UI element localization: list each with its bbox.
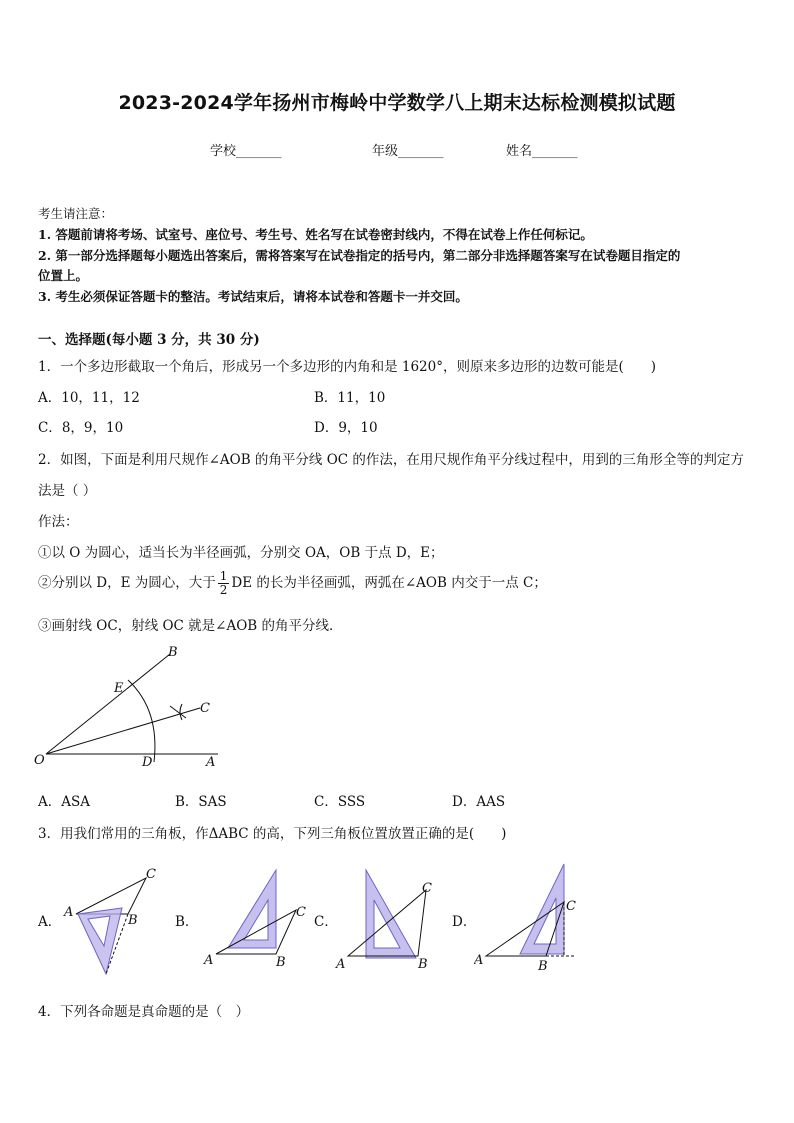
- q3-figure-a: [60, 864, 170, 979]
- label-e: E: [114, 681, 124, 696]
- fig-c-label-a: A: [336, 957, 346, 972]
- fig-c-label-c: C: [422, 881, 432, 896]
- fig-d-label-b: B: [538, 959, 548, 974]
- page-title: 2023-2024学年扬州市梅岭中学数学八上期末达标检测模拟试题: [118, 92, 676, 114]
- q1-option-a: A．10，11，12: [38, 390, 140, 406]
- school-field: 学校_______: [210, 144, 282, 159]
- q1-option-d: D．9，10: [314, 420, 378, 436]
- q3-option-a: A．: [38, 914, 62, 930]
- fig-a-label-b: B: [128, 913, 138, 928]
- label-d: D: [142, 755, 153, 770]
- q2-option-c: C．SSS: [314, 794, 366, 810]
- fig-a-label-a: A: [64, 905, 74, 920]
- q3-stem: 3．用我们常用的三角板，作ΔABC 的高，下列三角板位置放置正确的是( ): [38, 826, 507, 842]
- fig-c-label-b: B: [418, 957, 428, 972]
- fig-a-label-c: C: [146, 867, 156, 882]
- fraction-numerator: 1: [219, 569, 228, 583]
- q2-step-1: ①以 O 为圆心，适当长为半径画弧，分别交 OA，OB 于点 D，E；: [38, 545, 444, 561]
- fig-b-label-c: C: [296, 905, 306, 920]
- q2-option-d: D．AAS: [452, 794, 506, 810]
- ray-ob: [46, 654, 170, 754]
- fig-d-label-c: C: [566, 899, 576, 914]
- fig-d-label-a: A: [474, 953, 484, 968]
- arc-de: [128, 680, 155, 762]
- name-field: 姓名_______: [506, 144, 578, 159]
- q2-option-b: B．SAS: [175, 794, 227, 810]
- notice-item-2: 2. 第一部分选择题每小题选出答案后，需将答案写在试卷指定的括号内，第二部分非选择题答案写在试卷题目指定的: [38, 248, 681, 263]
- q4-stem: 4．下列各命题是真命题的是（ ）: [38, 1004, 250, 1020]
- fig-b-label-a: A: [204, 953, 214, 968]
- fraction-one-half: [218, 570, 230, 597]
- ray-oc: [46, 708, 200, 754]
- arc-mark-2: [180, 704, 182, 720]
- q2-step-2-pre: ②分别以 D，E 为圆心，大于: [38, 575, 216, 591]
- notice-item-3: 3. 考生必须保证答题卡的整洁。考试结束后，请将本试卷和答题卡一并交回。: [38, 289, 468, 304]
- section-heading: 一、选择题(每小题 3 分，共 30 分): [38, 332, 260, 348]
- triangle-abc-a: [76, 878, 146, 914]
- q1-option-b: B．11，10: [314, 390, 386, 406]
- fraction-denominator: 2: [219, 583, 228, 597]
- q3-option-c: C．: [314, 914, 338, 930]
- q2-stem-cont: 法是（ ）: [38, 483, 97, 499]
- q2-option-a: A．ASA: [38, 794, 90, 810]
- label-b: B: [168, 645, 178, 660]
- notice-item-1: 1. 答题前请将考场、试室号、座位号、考生号、姓名写在试卷密封线内，不得在试卷上作任何标记。: [38, 227, 593, 242]
- label-a: A: [206, 755, 216, 770]
- q2-step-2-post: DE 的长为半径画弧，两弧在∠AOB 内交于一点 C；: [231, 575, 547, 591]
- q3-option-b: B．: [175, 914, 199, 930]
- q2-step-2: [38, 570, 547, 597]
- grade-field: 年级_______: [372, 144, 444, 159]
- q3-figure-c: [334, 864, 444, 974]
- notice-heading: 考生请注意：: [38, 206, 114, 221]
- q3-option-d: D．: [452, 914, 477, 930]
- label-o: O: [34, 753, 45, 768]
- fig-b-label-b: B: [276, 955, 286, 970]
- q1-option-c: C．8，9，10: [38, 420, 124, 436]
- angle-bisector-figure: [30, 640, 230, 775]
- q3-figure-b: [200, 864, 315, 974]
- q2-method-label: 作法：: [38, 514, 79, 530]
- q2-step-3: ③画射线 OC，射线 OC 就是∠AOB 的角平分线．: [38, 618, 343, 634]
- q1-stem: 1．一个多边形截取一个角后，形成另一个多边形的内角和是 1620°，则原来多边形的边数可能是( ): [38, 359, 657, 375]
- label-c: C: [200, 701, 210, 716]
- notice-item-2-cont: 位置上。: [38, 268, 89, 283]
- q3-figure-d: [474, 860, 584, 975]
- q2-stem: 2．如图，下面是利用尺规作∠AOB 的角平分线 OC 的作法，在用尺规作角平分线过程中，用到的三角形全等的判定方: [38, 452, 744, 468]
